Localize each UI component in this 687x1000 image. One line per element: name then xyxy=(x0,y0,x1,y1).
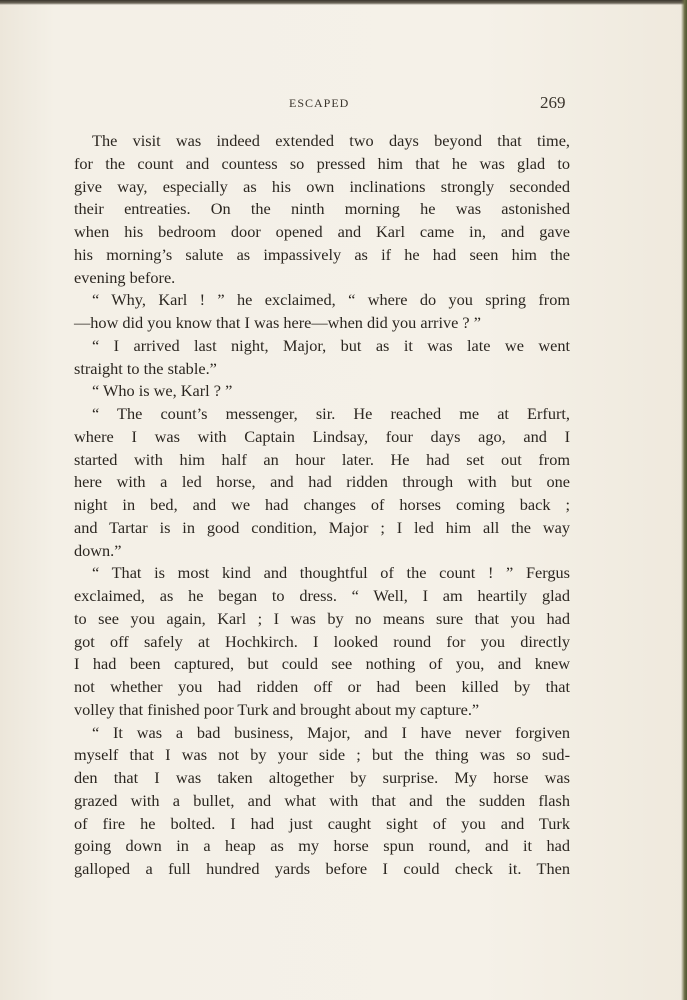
text-line: den that I was taken altogether by surprise. My horse was xyxy=(74,768,570,787)
text-line: “ Who is we, Karl ? ” xyxy=(92,381,233,401)
text-line: exclaimed, as he began to dress. “ Well, I am heartily glad xyxy=(74,586,570,605)
page-top-edge xyxy=(0,0,687,5)
text-line: give way, especially as his own inclinations strongly seconded xyxy=(74,176,570,196)
text-line: here with a led horse, and had ridden through with but one xyxy=(74,472,570,492)
text-line: volley that finished poor Turk and brought about my capture.” xyxy=(74,699,480,719)
text-line: and Tartar is in good condition, Major ; I led him all the way xyxy=(74,517,570,537)
text-line: got off safely at Hochkirch. I looked round for you directly xyxy=(74,631,570,651)
text-line: their entreaties. On the ninth morning he was astonished xyxy=(74,199,570,219)
text-line: his morning’s salute as impassively as if he had seen him the xyxy=(74,244,570,264)
text-line: “ The count’s messenger, sir. He reached me at Erfurt, xyxy=(92,404,570,423)
text-line: for the count and countess so pressed him that he was glad to xyxy=(74,153,570,173)
text-line: “ I arrived last night, Major, but as it was late we went xyxy=(92,335,570,355)
body-text xyxy=(74,130,570,881)
text-line: going down in a heap as my horse spun round, and it had xyxy=(74,836,570,856)
text-line: “ Why, Karl ! ” he exclaimed, “ where do you spring from xyxy=(92,290,570,310)
text-line: down.” xyxy=(74,540,122,560)
text-line: to see you again, Karl ; I was by no means sure that you had xyxy=(74,608,570,628)
text-line: “ That is most kind and thoughtful of the count ! ” Fergus xyxy=(92,563,570,583)
page-number: 269 xyxy=(540,93,566,112)
text-line: “ It was a bad business, Major, and I have never forgiven xyxy=(92,722,570,742)
text-line: straight to the stable.” xyxy=(74,358,217,378)
text-line: I had been captured, but could see nothing of you, and knew xyxy=(74,654,570,674)
text-line: when his bedroom door opened and Karl came in, and gave xyxy=(74,222,570,241)
text-line: —how did you know that I was here—when did you arrive ? ” xyxy=(74,313,481,332)
text-line: where I was with Captain Lindsay, four days ago, and I xyxy=(74,426,570,446)
text-line: grazed with a bullet, and what with that and the sudden flash xyxy=(74,790,570,810)
text-line: The visit was indeed extended two days beyond that time, xyxy=(92,131,570,150)
text-line: not whether you had ridden off or had been killed by that xyxy=(74,677,570,696)
page-binding-edge xyxy=(681,0,687,1000)
text-line: started with him half an hour later. He had set out from xyxy=(74,449,570,469)
text-line: myself that I was not by your side ; but the thing was so sud- xyxy=(74,745,570,765)
running-head: ESCAPED xyxy=(289,96,350,110)
text-line: of fire he bolted. I had just caught sight of you and Turk xyxy=(74,813,570,833)
text-line: evening before. xyxy=(74,267,176,287)
text-line: night in bed, and we had changes of horses coming back ; xyxy=(74,495,570,514)
text-line: galloped a full hundred yards before I could check it. Then xyxy=(74,859,570,878)
